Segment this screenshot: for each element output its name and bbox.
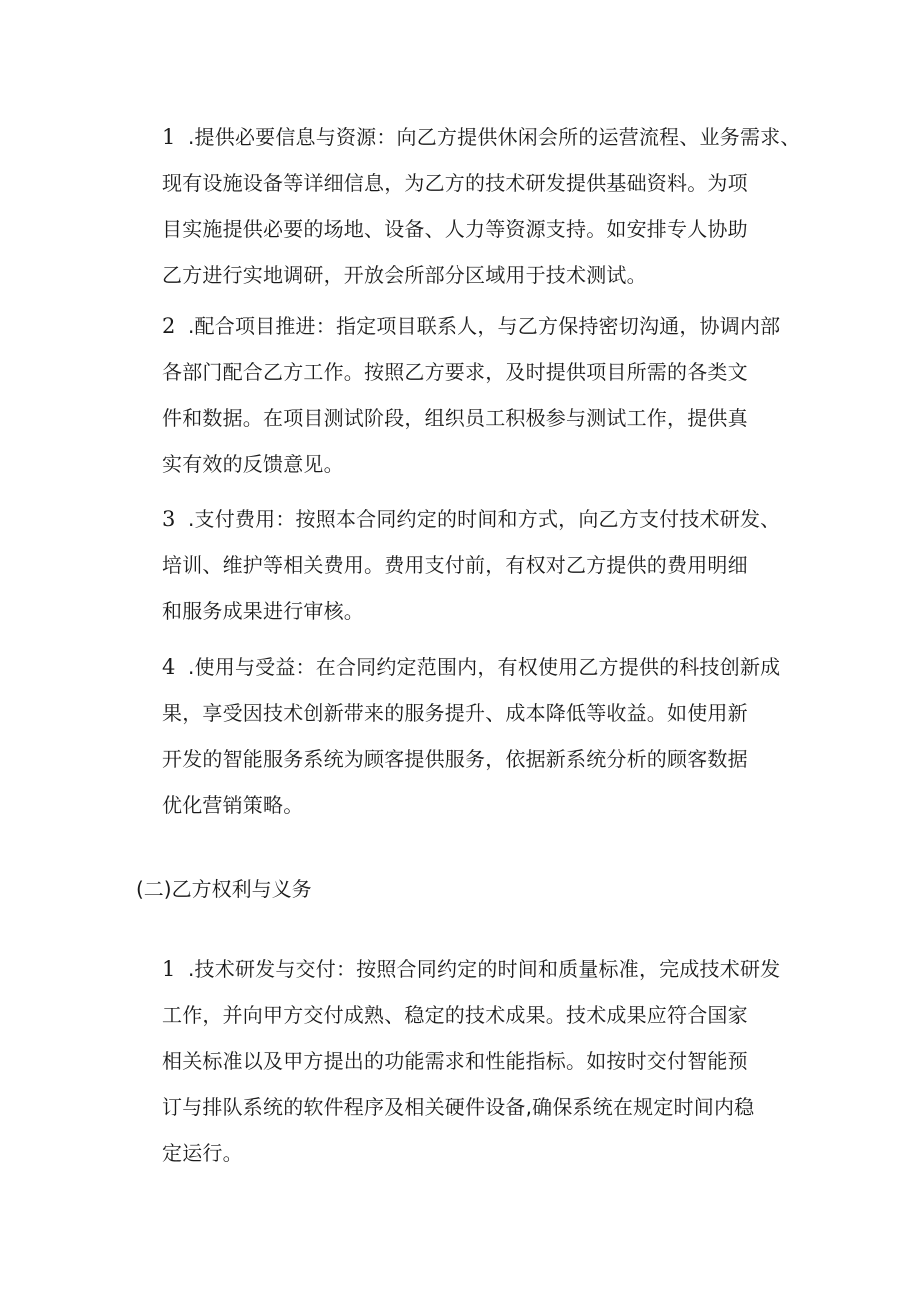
list-item-a3 bbox=[162, 496, 802, 634]
item-line: 和服务成果进行审核。 bbox=[162, 599, 364, 623]
item-line: 目实施提供必要的场地、设备、人力等资源支持。如安排专人协助 bbox=[162, 217, 748, 241]
item-text bbox=[162, 303, 802, 487]
item-line: .技术研发与交付：按照合同约定的时间和质量标准，完成技术研发 bbox=[188, 957, 781, 981]
item-line: 定运行。 bbox=[162, 1141, 243, 1165]
list-item-a2 bbox=[162, 303, 802, 487]
item-number: 3 bbox=[162, 507, 176, 531]
list-item-a1 bbox=[162, 114, 802, 298]
item-number: 1 bbox=[162, 957, 176, 981]
item-line: 培训、维护等相关费用。费用支付前，有权对乙方提供的费用明细 bbox=[162, 553, 748, 577]
item-text bbox=[162, 644, 802, 828]
item-line: 订与排队系统的软件程序及相关硬件设备,确保系统在规定时间内稳 bbox=[162, 1095, 755, 1119]
item-line: .配合项目推进：指定项目联系人，与乙方保持密切沟通，协调内部 bbox=[188, 314, 781, 338]
item-line: .使用与受益：在合同约定范围内，有权使用乙方提供的科技创新成 bbox=[188, 655, 781, 679]
item-line: .支付费用：按照本合同约定的时间和方式，向乙方支付技术研发、 bbox=[188, 507, 781, 531]
item-text bbox=[162, 946, 802, 1176]
item-number: 2 bbox=[162, 314, 176, 338]
item-line: 开发的智能服务系统为顾客提供服务，依据新系统分析的顾客数据 bbox=[162, 747, 748, 771]
item-line: 乙方进行实地调研，开放会所部分区域用于技术测试。 bbox=[162, 263, 647, 287]
item-line: 工作，并向甲方交付成熟、稳定的技术成果。技术成果应符合国家 bbox=[162, 1003, 748, 1027]
item-line: 各部门配合乙方工作。按照乙方要求，及时提供项目所需的各类文 bbox=[162, 360, 748, 384]
item-text bbox=[162, 496, 802, 634]
item-line: .提供必要信息与资源：向乙方提供休闲会所的运营流程、业务需求、 bbox=[188, 125, 801, 149]
list-item-b1 bbox=[162, 946, 802, 1176]
section-heading: (二)乙方权利与义务 bbox=[136, 877, 312, 901]
item-line: 件和数据。在项目测试阶段，组织员工积极参与测试工作，提供真 bbox=[162, 406, 748, 430]
item-line: 果，享受因技术创新带来的服务提升、成本降低等收益。如使用新 bbox=[162, 701, 748, 725]
item-text bbox=[162, 114, 802, 298]
item-line: 相关标准以及甲方提出的功能需求和性能指标。如按时交付智能预 bbox=[162, 1049, 748, 1073]
item-number: 4 bbox=[162, 655, 176, 679]
item-line: 现有设施设备等详细信息，为乙方的技术研发提供基础资料。为项 bbox=[162, 171, 748, 195]
item-line: 实有效的反馈意见。 bbox=[162, 452, 344, 476]
item-number: 1 bbox=[162, 125, 176, 149]
list-item-a4 bbox=[162, 644, 802, 828]
item-line: 优化营销策略。 bbox=[162, 793, 304, 817]
